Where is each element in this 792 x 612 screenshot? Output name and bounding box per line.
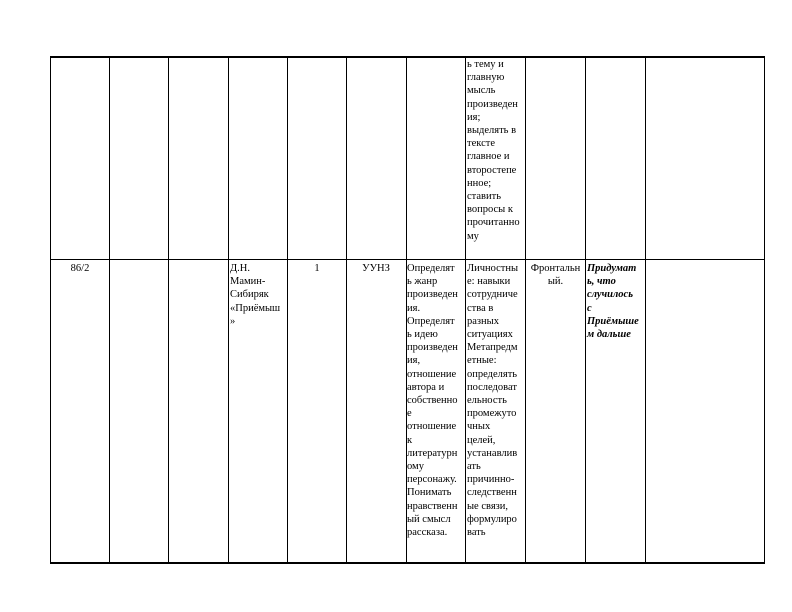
- col-border: [525, 57, 526, 563]
- col-border: [50, 57, 51, 563]
- col-border: [346, 57, 347, 563]
- activity-form: Фронтальн ый.: [530, 263, 581, 288]
- row-divider: [50, 259, 765, 260]
- col-border: [287, 57, 288, 563]
- lesson-hours: 1: [314, 263, 320, 274]
- table-top-border: [50, 56, 765, 58]
- col-border: [168, 57, 169, 563]
- lesson-number: 86/2: [70, 263, 90, 274]
- col-border: [585, 57, 586, 563]
- continued-uud-text: ь тему и главную мысль произведен ия; выделять в тексте главное и второстепе нное; ставить вопросы к прочитанно му: [467, 59, 520, 242]
- homework: Придумат ь, что случилось с Приёмыше м дальше: [587, 263, 639, 341]
- col-border: [645, 57, 646, 563]
- lesson-type: УУНЗ: [362, 263, 390, 274]
- table-bottom-border: [50, 562, 765, 564]
- uud-results: Личностны е: навыки сотрудниче ства в разных ситуациях Метапредм етные: определять последоват ельность промежуто чных целей, устанавлив ать причинно- следственн ые связи, формулиро вать: [467, 263, 519, 539]
- col-border: [228, 57, 229, 563]
- col-border: [764, 57, 765, 563]
- col-border: [109, 57, 110, 563]
- lesson-topic: Д.Н. Мамин- Сибиряк «Приёмыш »: [230, 263, 281, 327]
- col-border: [465, 57, 466, 563]
- subject-results: Определят ь жанр произведен ия. Определят ь идею произведен ия, отношение автора и собственно е отношение к литературн ому персонажу. Понимать нравственн ый смысл рассказа.: [407, 263, 458, 539]
